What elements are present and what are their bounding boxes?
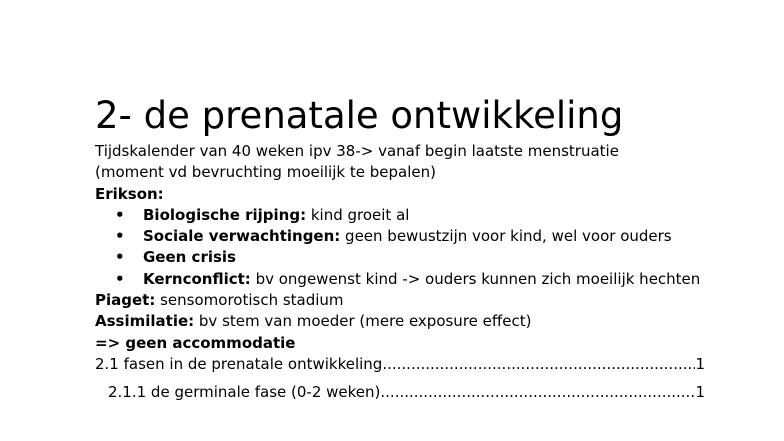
toc-leader xyxy=(382,354,695,375)
intro-line-1: Tijdskalender van 40 weken ipv 38-> vanaf begin laatste menstruatie xyxy=(95,142,619,160)
page-title: 2- de prenatale ontwikkeling xyxy=(95,94,624,137)
piaget-line xyxy=(95,290,705,311)
toc-leader xyxy=(380,382,695,403)
toc-entry[interactable] xyxy=(95,354,705,375)
assimilatie-text: bv stem van moeder (mere exposure effect) xyxy=(194,312,532,331)
item-text: bv ongewenst kind -> ouders kunnen zich moeilijk hechten xyxy=(250,269,701,288)
toc-entry-text[interactable]: 2.1 fasen in de prenatale ontwikkeling xyxy=(95,354,383,373)
assimilatie-line xyxy=(95,311,705,332)
bullet-icon: • xyxy=(115,205,125,224)
intro-line-2: (moment vd bevruchting moeilijk te bepalen) xyxy=(95,163,436,182)
toc-page-number: 1 xyxy=(695,354,705,373)
list-item xyxy=(95,247,705,268)
piaget-text: sensomorotisch stadium xyxy=(155,291,344,310)
item-text: kind groeit al xyxy=(306,205,410,224)
item-label: Geen crisis xyxy=(143,248,236,267)
item-text: geen bewustzijn voor kind, wel voor ouders xyxy=(340,227,672,246)
item-label: Sociale verwachtingen: xyxy=(143,227,341,246)
bullet-icon: • xyxy=(115,269,125,288)
erikson-heading: Erikson: xyxy=(95,184,164,203)
toc-entry[interactable] xyxy=(95,382,705,403)
piaget-label: Piaget: xyxy=(95,291,156,310)
document-body xyxy=(95,141,705,404)
toc-page-number: 1 xyxy=(695,383,705,402)
bullet-icon: • xyxy=(115,248,125,267)
erikson-list xyxy=(95,205,705,290)
bullet-icon: • xyxy=(115,227,125,246)
accommodatie-line: => geen accommodatie xyxy=(95,333,296,352)
assimilatie-label: Assimilatie: xyxy=(95,312,195,331)
toc-entry-text[interactable]: 2.1.1 de germinale fase (0-2 weken) xyxy=(108,383,381,402)
list-item xyxy=(95,205,705,226)
item-label: Biologische rijping: xyxy=(143,205,307,224)
list-item xyxy=(95,226,705,247)
list-item xyxy=(95,269,705,290)
item-label: Kernconflict: xyxy=(143,269,251,288)
